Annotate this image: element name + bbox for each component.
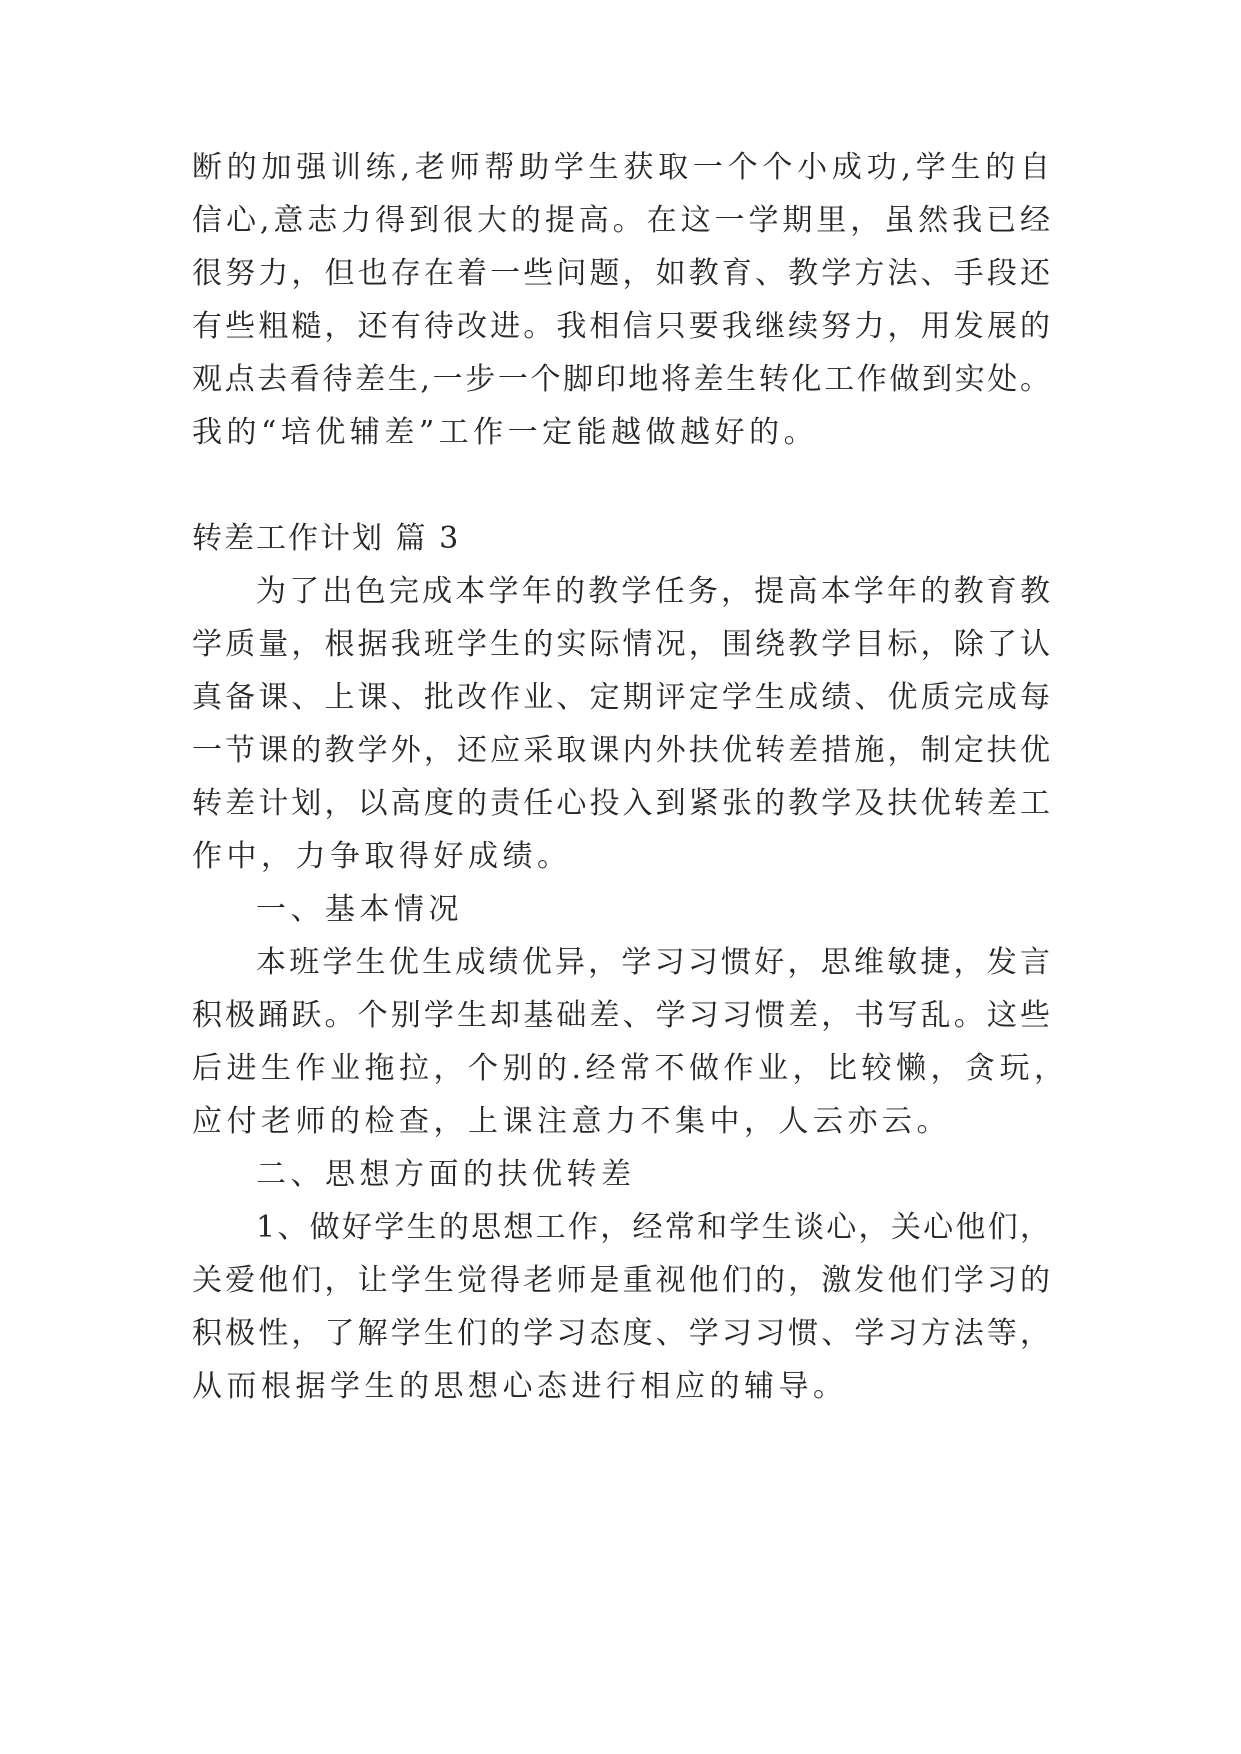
paragraph-line: 一节课的教学外，还应采取课内外扶优转差措施，制定扶优	[192, 733, 1050, 768]
paragraph-line: 作中，力争取得好成绩。	[192, 839, 572, 874]
paragraph-line: 真备课、上课、批改作业、定期评定学生成绩、优质完成每	[192, 680, 1050, 715]
paragraph-line: 我的“培优辅差”工作一定能越做越好的。	[192, 415, 819, 450]
paragraph-line: 有些粗糙，还有待改进。我相信只要我继续努力，用发展的	[192, 309, 1050, 344]
paragraph-line: 断的加强训练,老师帮助学生获取一个个小成功,学生的自	[192, 150, 1050, 185]
paragraph-line: 观点去看待差生,一步一个脚印地将差生转化工作做到实处。	[192, 362, 1050, 397]
paragraph-line: 很努力，但也存在着一些问题，如教育、教学方法、手段还	[192, 256, 1050, 291]
section-title: 转差工作计划 篇 3	[192, 521, 461, 556]
subsection-heading: 一、基本情况	[256, 892, 463, 927]
paragraph-line: 本班学生优生成绩优异，学习习惯好，思维敏捷，发言	[256, 945, 1050, 980]
paragraph-line: 积极踊跃。个别学生却基础差、学习习惯差，书写乱。这些	[192, 998, 1050, 1033]
paragraph-line: 应付老师的检查，上课注意力不集中，人云亦云。	[192, 1104, 951, 1139]
paragraph-line: 积极性，了解学生们的学习态度、学习习惯、学习方法等，	[192, 1316, 1050, 1351]
paragraph-line: 1、做好学生的思想工作，经常和学生谈心，关心他们，	[256, 1210, 1050, 1245]
paragraph-line: 从而根据学生的思想心态进行相应的辅导。	[192, 1369, 848, 1404]
paragraph-line: 关爱他们，让学生觉得老师是重视他们的，激发他们学习的	[192, 1263, 1050, 1298]
paragraph-line: 信心,意志力得到很大的提高。在这一学期里，虽然我已经	[192, 203, 1050, 238]
paragraph-line: 后进生作业拖拉，个别的.经常不做作业，比较懒，贪玩，	[192, 1051, 1069, 1086]
paragraph-line: 为了出色完成本学年的教学任务，提高本学年的教育教	[256, 574, 1050, 609]
paragraph-line: 学质量，根据我班学生的实际情况，围绕教学目标，除了认	[192, 627, 1050, 662]
paragraph-line: 转差计划，以高度的责任心投入到紧张的教学及扶优转差工	[192, 786, 1050, 821]
subsection-heading: 二、思想方面的扶优转差	[256, 1157, 636, 1192]
